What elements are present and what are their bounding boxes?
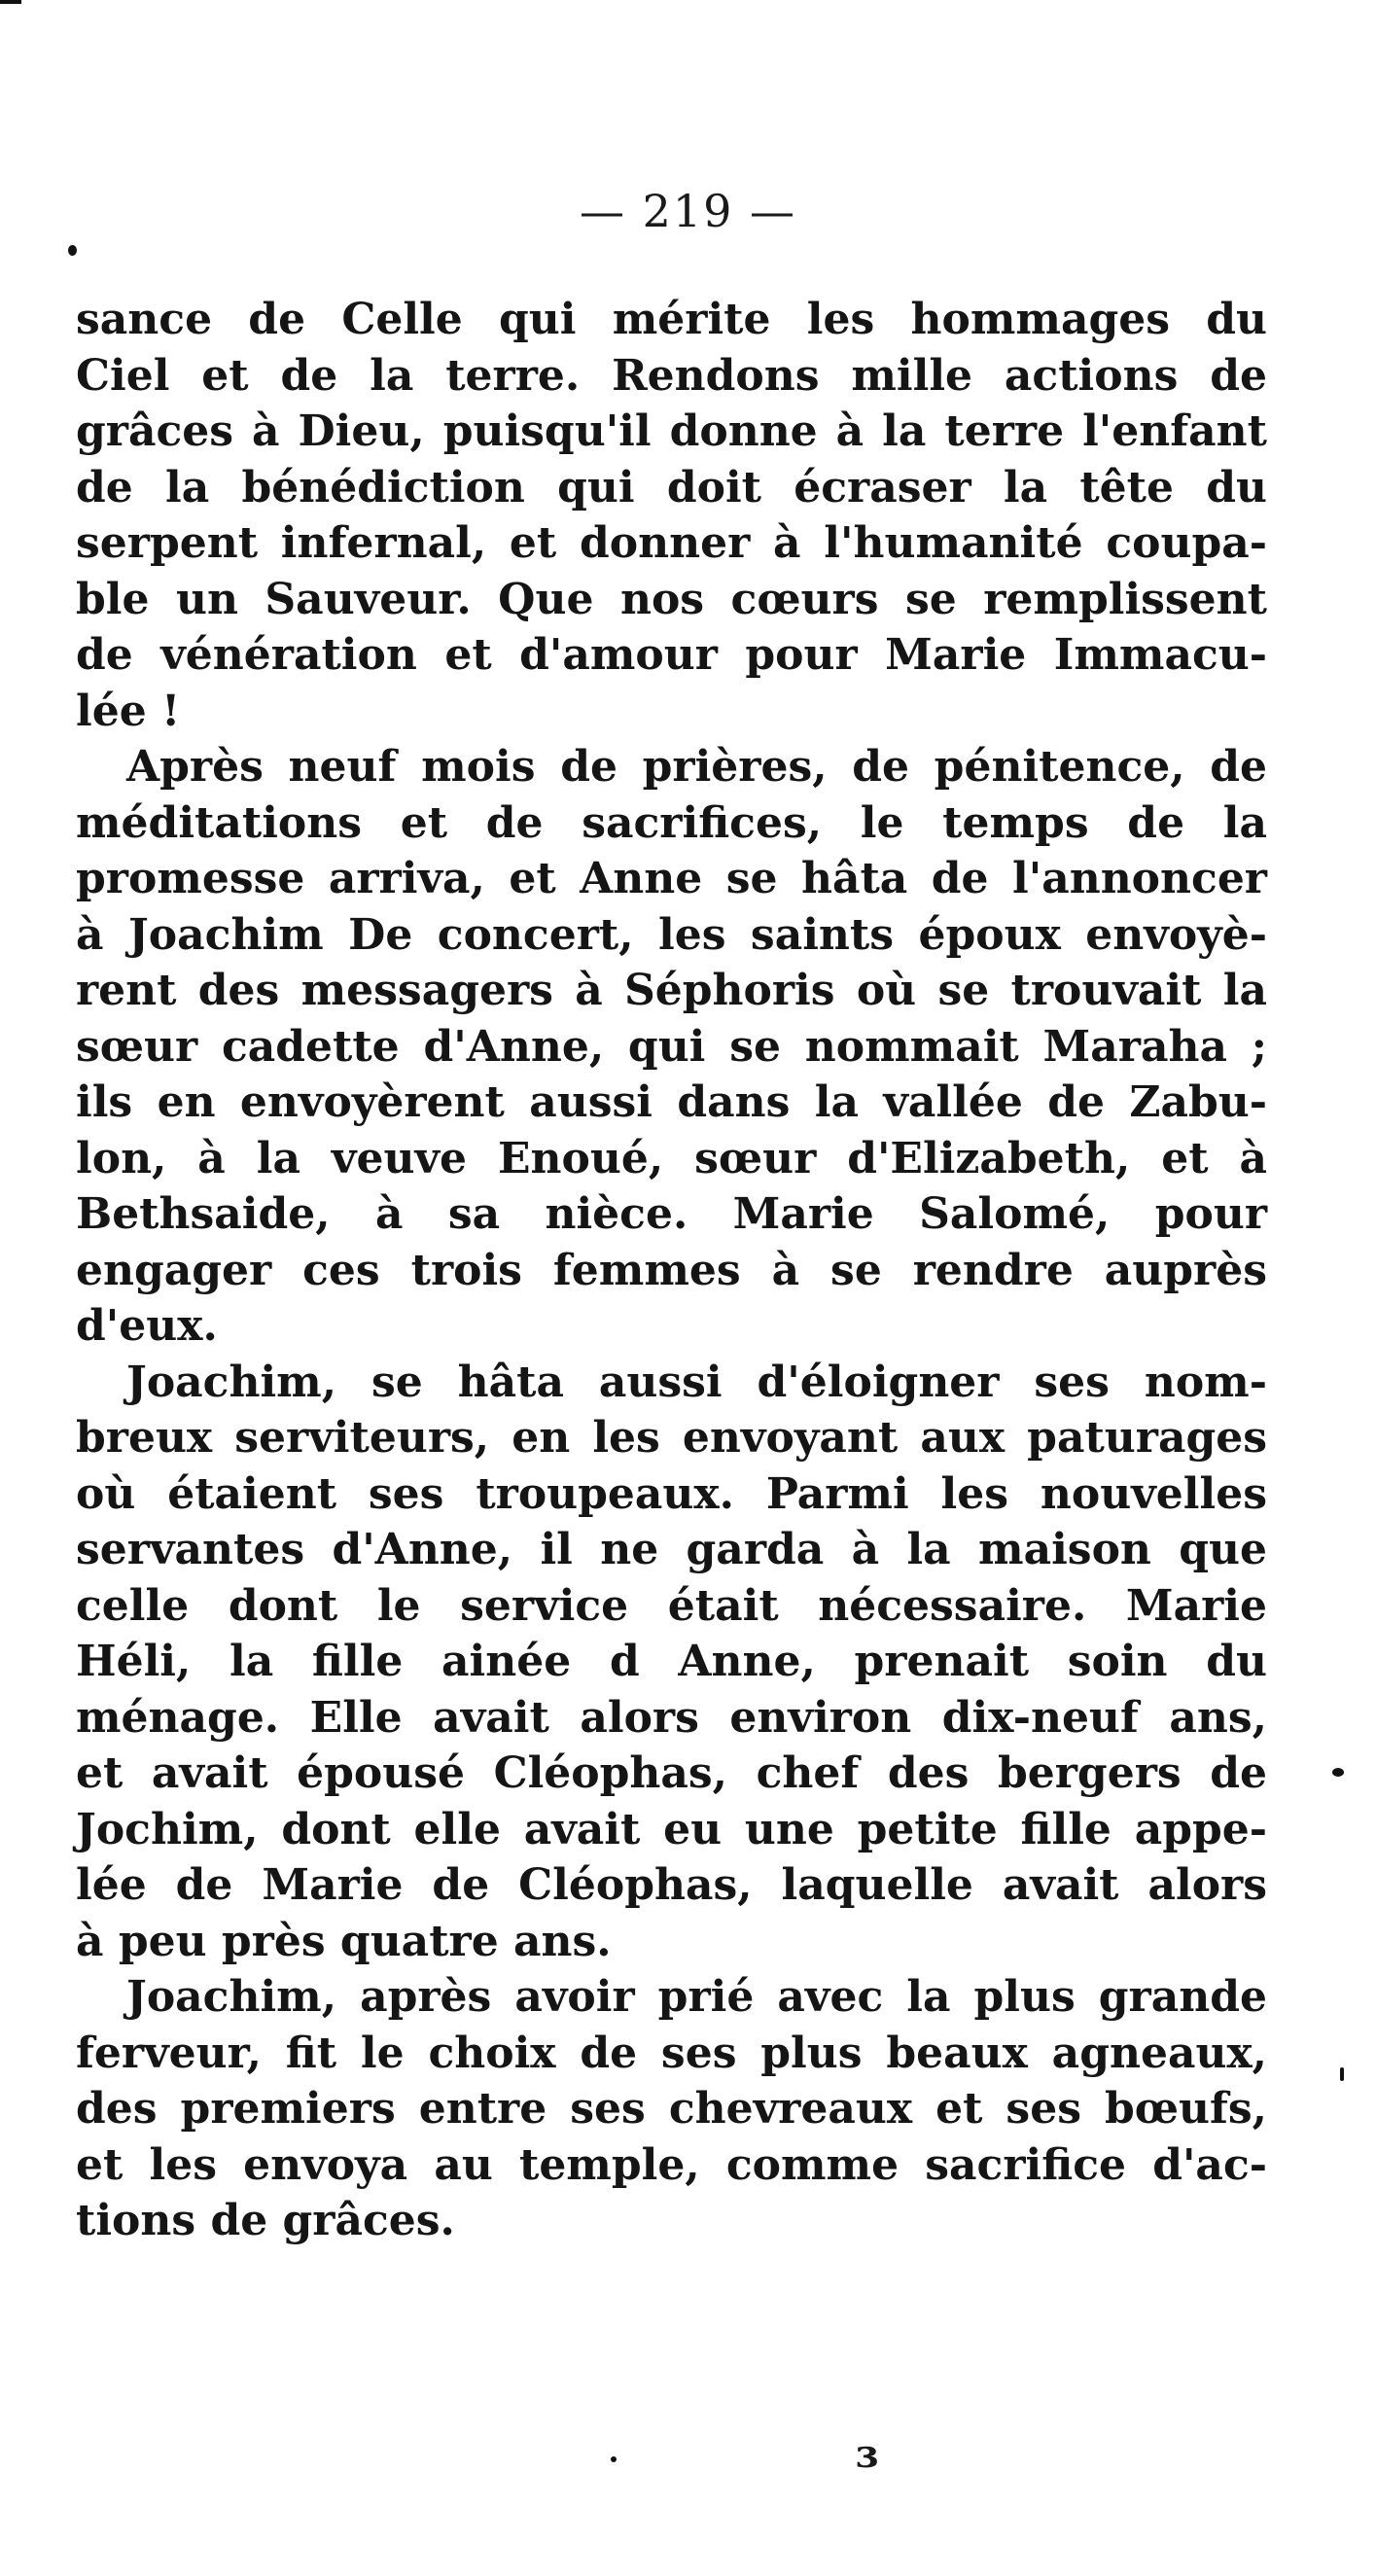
text-line: sœur cadette d'Anne, qui se nommait Maraha ; [76,1021,1267,1072]
text-line: de la bénédiction qui doit écraser la tête du [76,462,1267,512]
text-line: lée ! [76,686,181,736]
text-line: sance de Celle qui mérite les hommages du [76,295,1267,344]
text-line: à peu près quatre ans. [76,1916,612,1966]
text-line: d'eux. [76,1301,218,1351]
text-line: Joachim, se hâta aussi d'éloigner ses nom- [126,1357,1267,1407]
paragraph [76,1355,1267,1970]
text-line: ménage. Elle avait alors environ dix-neuf ans, [76,1692,1267,1743]
text-line: à Joachim De concert, les saints époux envoyè- [76,909,1267,960]
text-line: où étaient ses troupeaux. Parmi les nouvelles [76,1468,1267,1519]
footer-mark: ɜ [856,2431,878,2477]
text-line: engager ces trois femmes à se rendre auprès [76,1245,1267,1295]
text-line: promesse arriva, et Anne se hâta de l'annoncer [76,854,1267,903]
text-line: tions de grâces. [76,2196,455,2245]
text-line: Joachim, après avoir prié avec la plus grande [126,1972,1267,2022]
text-line: et avait épousé Cléophas, chef des bergers de [76,1748,1267,1798]
text-line: méditations et de sacrifices, le temps de la [76,797,1267,848]
paragraph [76,292,1267,739]
text-line: Héli, la fille ainée d Anne, prenait soin du [76,1637,1267,1686]
ink-speck [68,245,77,256]
scan-mark [0,0,21,4]
text-line: Après neuf mois de prières, de pénitence, de [126,742,1267,792]
text-line: ble un Sauveur. Que nos cœurs se remplissent [76,574,1267,624]
paragraph [76,1969,1267,2249]
page-number: — 219 — [579,185,797,237]
text-line: et les envoya au temple, comme sacrifice d'ac- [76,2139,1267,2190]
ink-speck [611,2456,617,2462]
text-line: Bethsaide, à sa nièce. Marie Salomé, pour [76,1189,1267,1239]
text-line: grâces à Dieu, puisqu'il donne à la terre l'enfant [76,406,1267,456]
text-line: ils en envoyèrent aussi dans la vallée de Zabu- [76,1077,1267,1127]
text-line: serpent infernal, et donner à l'humanité coupa- [76,518,1267,568]
text-line: des premiers entre ses chevreaux et ses bœufs, [76,2084,1267,2134]
text-line: Jochim, dont elle avait eu une petite fille appe- [76,1804,1267,1854]
text-line: lon, à la veuve Enoué, sœur d'Elizabeth, et à [76,1133,1267,1183]
text-line: ferveur, fit le choix de ses plus beaux agneaux, [76,2028,1267,2078]
text-line: servantes d'Anne, il ne garda à la maison que [76,1525,1267,1574]
paragraph [76,739,1267,1355]
text-line: Ciel et de la terre. Rendons mille actions de [76,350,1267,401]
text-line: de vénération et d'amour pour Marie Immacu- [76,630,1267,680]
ink-speck [1332,1768,1344,1777]
text-line: breux serviteurs, en les envoyant aux paturages [76,1413,1267,1463]
text-line: celle dont le service était nécessaire. Marie [76,1580,1267,1631]
ink-speck [1340,2067,1344,2081]
text-line: rent des messagers à Séphoris où se trouvait la [76,966,1267,1015]
body-text [76,292,1267,2249]
text-line: lée de Marie de Cléophas, laquelle avait alors [76,1860,1267,1910]
